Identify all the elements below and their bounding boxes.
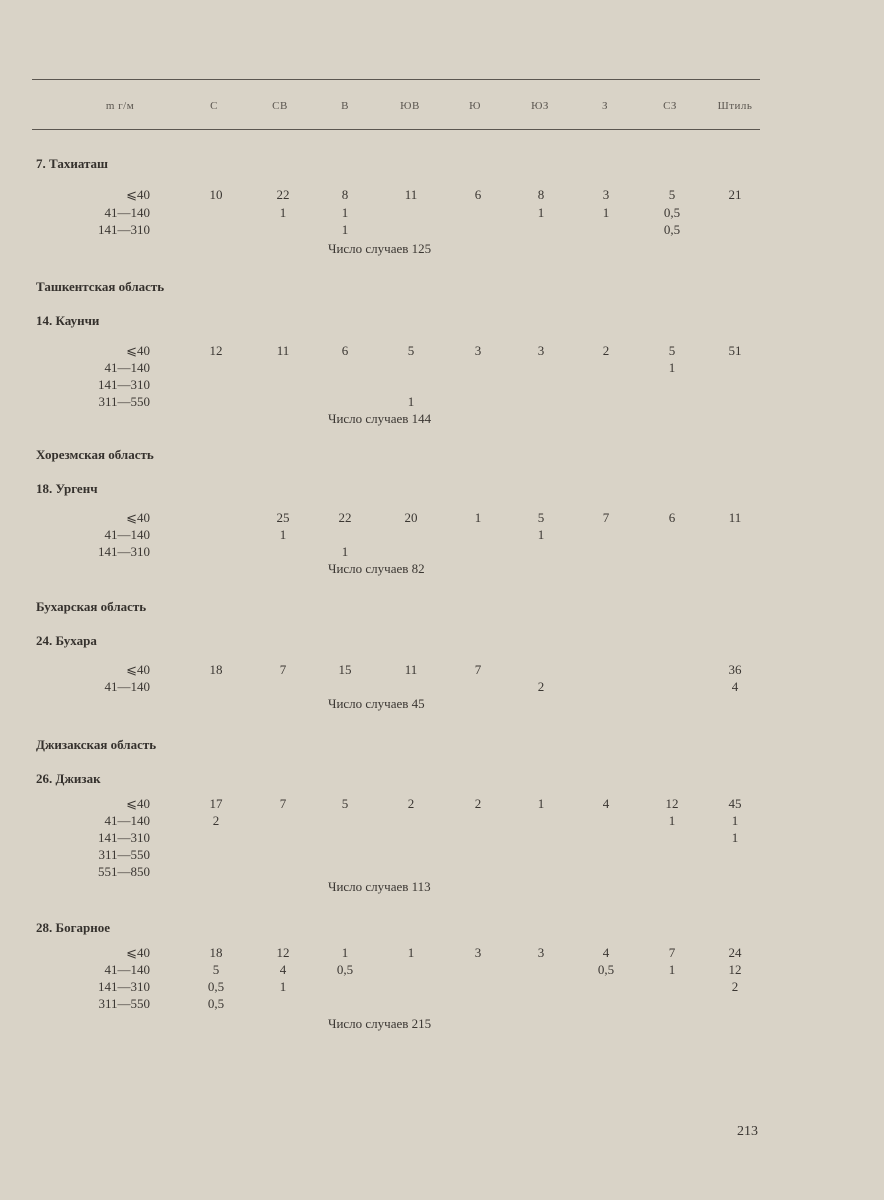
- column-header-speed: m г/м: [105, 100, 135, 112]
- table-cell: 12: [276, 945, 290, 960]
- speed-range-label: 141—310: [98, 377, 150, 392]
- table-cell: 51: [728, 343, 742, 358]
- table-cell: 1: [341, 222, 349, 237]
- table-cell: 18: [209, 945, 223, 960]
- table-cell: 1: [407, 945, 415, 960]
- speed-range-label: 311—550: [98, 847, 150, 862]
- table-cell: 18: [209, 662, 223, 677]
- region-heading: Хорезмская область: [36, 447, 154, 462]
- column-header-direction: С: [210, 100, 218, 112]
- station-heading: 24. Бухара: [36, 633, 97, 648]
- table-cell: 5: [212, 962, 220, 977]
- table-cell: 1: [279, 205, 287, 220]
- table-cell: 5: [668, 187, 676, 202]
- station-heading: 7. Тахиаташ: [36, 156, 109, 171]
- column-header-direction: СВ: [272, 100, 288, 112]
- cases-count: Число случаев 125: [328, 241, 432, 256]
- table-cell: 6: [474, 187, 482, 202]
- column-header-direction: Штиль: [717, 100, 753, 112]
- table-cell: 6: [341, 343, 349, 358]
- column-header-direction: СЗ: [663, 100, 677, 112]
- table-cell: 22: [338, 510, 352, 525]
- table-cell: 15: [338, 662, 352, 677]
- table-cell: 6: [668, 510, 676, 525]
- table-cell: 11: [404, 662, 418, 677]
- speed-range-label: 41—140: [104, 962, 150, 977]
- cases-count: Число случаев 82: [328, 561, 425, 576]
- table-cell: 1: [474, 510, 482, 525]
- speed-range-label: 311—550: [98, 996, 150, 1011]
- region-heading: Джизакская область: [36, 737, 157, 752]
- table-cell: 7: [474, 662, 482, 677]
- table-cell: 1: [341, 544, 349, 559]
- speed-range-label: ⩽40: [126, 187, 150, 202]
- speed-range-label: 551—850: [98, 864, 150, 879]
- table-cell: 4: [731, 679, 739, 694]
- speed-range-label: 41—140: [104, 205, 150, 220]
- speed-range-label: ⩽40: [126, 343, 150, 358]
- column-header-direction: Ю: [469, 100, 481, 112]
- table-cell: 12: [728, 962, 742, 977]
- table-cell: 11: [404, 187, 418, 202]
- table-cell: 4: [602, 796, 610, 811]
- table-cell: 0,5: [207, 996, 225, 1011]
- speed-range-label: 141—310: [98, 544, 150, 559]
- table-cell: 5: [407, 343, 415, 358]
- header-bottom-rule: [32, 129, 760, 130]
- table-cell: 7: [279, 796, 287, 811]
- table-cell: 2: [731, 979, 739, 994]
- table-cell: 5: [668, 343, 676, 358]
- table-cell: 4: [279, 962, 287, 977]
- speed-range-label: 41—140: [104, 679, 150, 694]
- table-cell: 11: [728, 510, 742, 525]
- table-cell: 3: [537, 945, 545, 960]
- table-cell: 3: [537, 343, 545, 358]
- speed-range-label: 41—140: [104, 527, 150, 542]
- table-cell: 17: [209, 796, 223, 811]
- column-header-direction: ЮЗ: [531, 100, 549, 112]
- table-cell: 1: [731, 813, 739, 828]
- table-cell: 24: [728, 945, 742, 960]
- table-cell: 12: [665, 796, 679, 811]
- table-cell: 1: [537, 205, 545, 220]
- table-cell: 0,5: [663, 205, 681, 220]
- station-heading: 26. Джизак: [36, 771, 101, 786]
- table-cell: 0,5: [597, 962, 615, 977]
- speed-range-label: 141—310: [98, 979, 150, 994]
- table-cell: 2: [212, 813, 220, 828]
- table-cell: 2: [474, 796, 482, 811]
- cases-count: Число случаев 144: [328, 411, 432, 426]
- table-cell: 3: [474, 945, 482, 960]
- speed-range-label: ⩽40: [126, 510, 150, 525]
- station-heading: 28. Богарное: [36, 920, 110, 935]
- table-cell: 1: [668, 360, 676, 375]
- table-cell: 20: [404, 510, 418, 525]
- speed-range-label: ⩽40: [126, 796, 150, 811]
- speed-range-label: 141—310: [98, 830, 150, 845]
- speed-range-label: ⩽40: [126, 662, 150, 677]
- speed-range-label: 311—550: [98, 394, 150, 409]
- table-cell: 5: [537, 510, 545, 525]
- cases-count: Число случаев 215: [328, 1016, 432, 1031]
- table-cell: 7: [602, 510, 610, 525]
- column-header-direction: З: [601, 100, 609, 112]
- table-cell: 3: [602, 187, 610, 202]
- column-header-direction: В: [341, 100, 349, 112]
- region-heading: Ташкентская область: [36, 279, 165, 294]
- cases-count: Число случаев 45: [328, 696, 425, 711]
- station-heading: 18. Ургенч: [36, 481, 98, 496]
- table-cell: 1: [602, 205, 610, 220]
- table-cell: 1: [407, 394, 415, 409]
- table-cell: 0,5: [336, 962, 354, 977]
- table-cell: 25: [276, 510, 290, 525]
- table-cell: 22: [276, 187, 290, 202]
- speed-range-label: 141—310: [98, 222, 150, 237]
- table-cell: 11: [276, 343, 290, 358]
- table-cell: 1: [668, 962, 676, 977]
- table-cell: 0,5: [663, 222, 681, 237]
- cases-count: Число случаев 113: [328, 879, 431, 894]
- table-cell: 0,5: [207, 979, 225, 994]
- page-number: 213: [737, 1124, 758, 1139]
- table-cell: 1: [279, 527, 287, 542]
- table-cell: 8: [537, 187, 545, 202]
- table-cell: 2: [602, 343, 610, 358]
- table-cell: 21: [728, 187, 742, 202]
- table-cell: 12: [209, 343, 223, 358]
- speed-range-label: 41—140: [104, 360, 150, 375]
- region-heading: Бухарская область: [36, 599, 147, 614]
- table-cell: 1: [341, 945, 349, 960]
- table-cell: 1: [537, 527, 545, 542]
- table-cell: 36: [728, 662, 742, 677]
- table-cell: 1: [537, 796, 545, 811]
- top-rule: [32, 79, 760, 80]
- speed-range-label: ⩽40: [126, 945, 150, 960]
- table-cell: 1: [668, 813, 676, 828]
- table-cell: 7: [668, 945, 676, 960]
- table-cell: 10: [209, 187, 223, 202]
- table-cell: 1: [279, 979, 287, 994]
- column-header-direction: ЮВ: [400, 100, 420, 112]
- table-cell: 5: [341, 796, 349, 811]
- table-cell: 3: [474, 343, 482, 358]
- table-cell: 8: [341, 187, 349, 202]
- table-cell: 7: [279, 662, 287, 677]
- table-cell: 2: [537, 679, 545, 694]
- table-cell: 1: [341, 205, 349, 220]
- table-cell: 45: [728, 796, 742, 811]
- table-cell: 4: [602, 945, 610, 960]
- speed-range-label: 41—140: [104, 813, 150, 828]
- table-cell: 2: [407, 796, 415, 811]
- station-heading: 14. Каунчи: [36, 313, 100, 328]
- table-cell: 1: [731, 830, 739, 845]
